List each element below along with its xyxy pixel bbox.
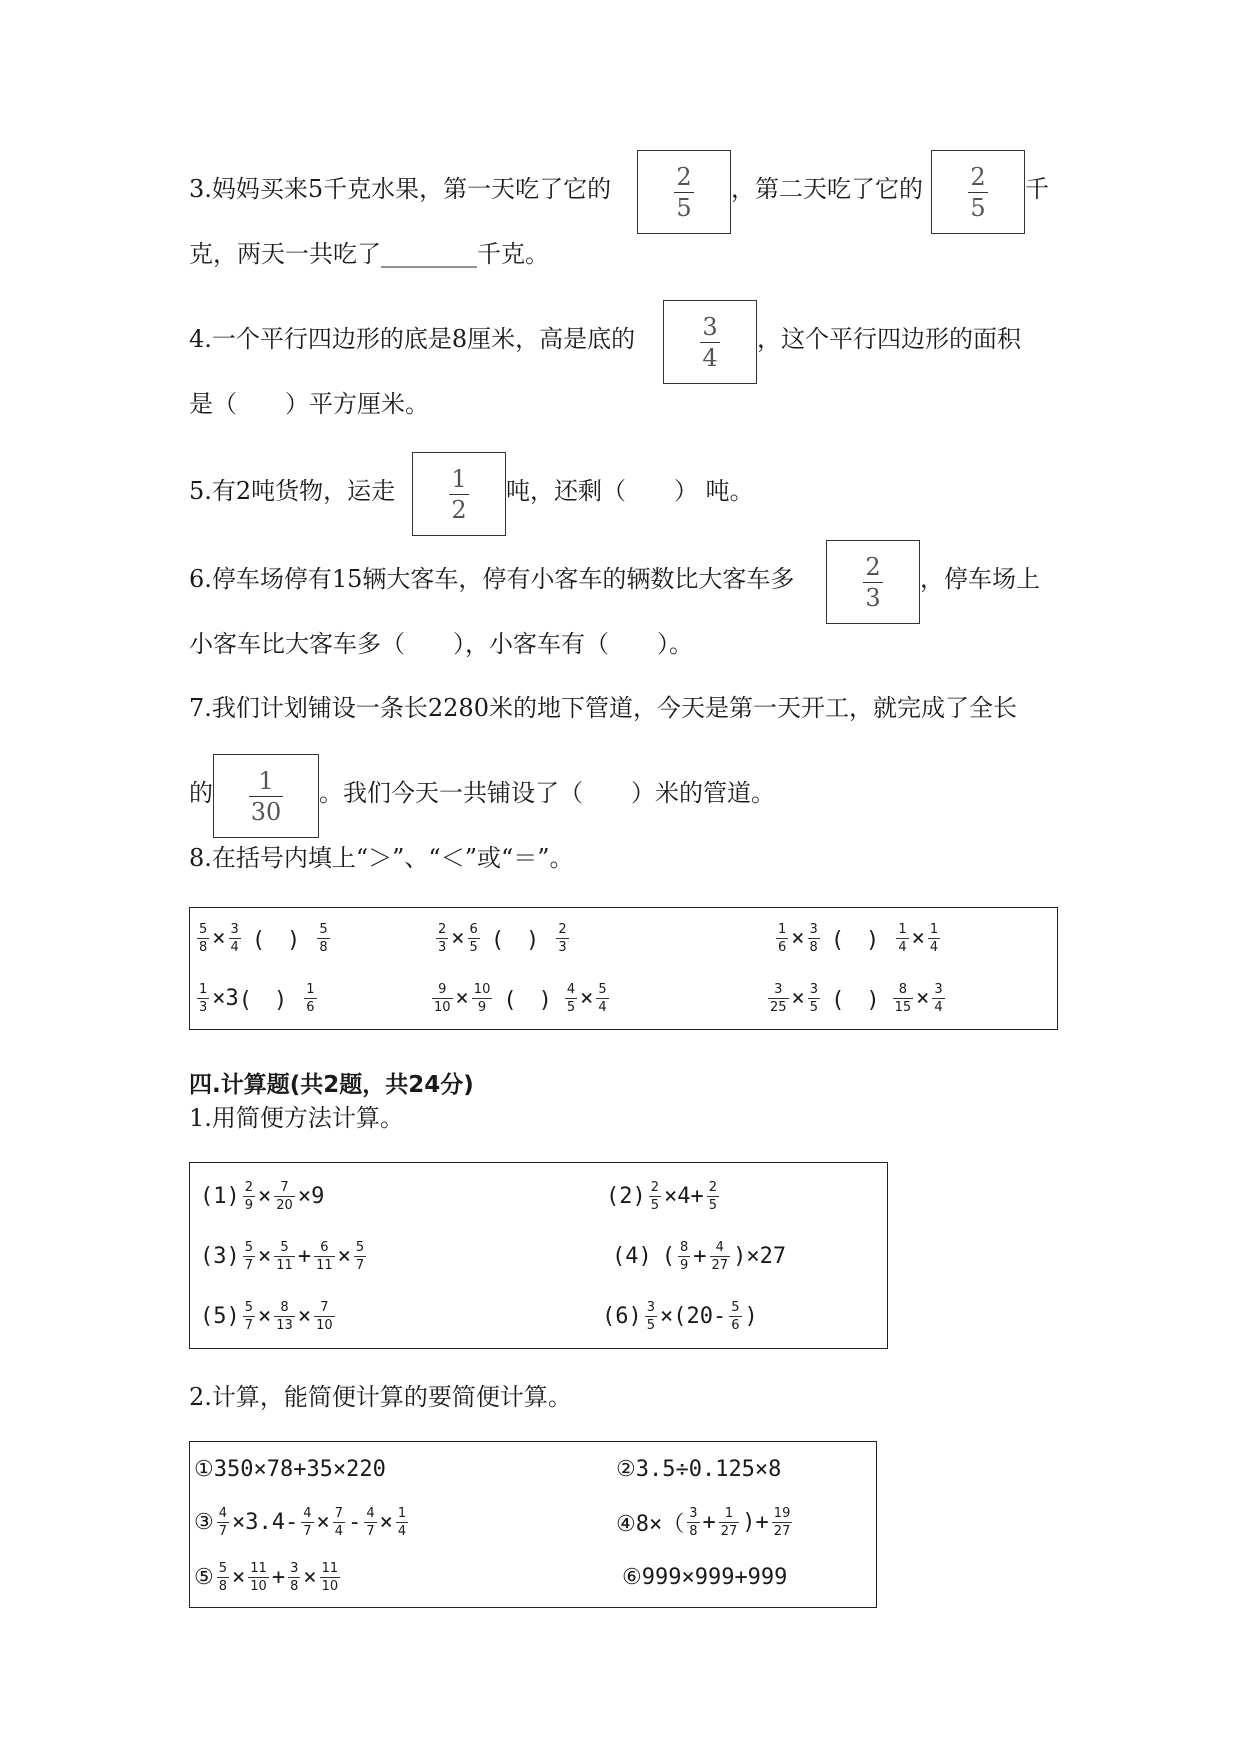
fraction-numerator: 11 [321,1560,339,1576]
fraction-numerator: 4 [715,1239,724,1255]
q3-text-c: 千 [1025,175,1049,203]
q3-line2: 克，两天一共吃了________千克。 [189,240,549,268]
problem-label: ⑤ [194,1564,214,1590]
fraction-numerator: 2 [650,1179,660,1195]
q6-text-b: ，停车场上 [920,565,1040,593]
expression-tail: ×9 [297,1183,325,1209]
fraction-denominator: 25 [770,999,787,1015]
fraction-denominator: 7 [355,1257,365,1273]
calc1-table [189,1162,888,1349]
fraction-numerator: 2 [865,552,881,581]
q3-text-b: ，第二天吃了它的 [731,175,923,203]
expression-tail: ) [744,1303,758,1329]
q8-compare-table [189,907,1058,1030]
calc2-problem-4: ④8×（ $\frac{3}{8}$ + $\frac{1}{27}$ )+ $\frac{19}{27}$ [616,1505,791,1539]
expression-middle: ×4+ [664,1183,704,1209]
fraction-numerator: 7 [334,1505,344,1521]
fraction-denominator: 8 [290,1578,299,1594]
q7-text-b: 的 [189,779,213,807]
fraction-numerator: 4 [566,981,576,997]
answer-paren[interactable]: ( ) [490,927,540,953]
problem-label: (6) [602,1303,642,1329]
fraction-denominator: 5 [566,999,576,1015]
fraction-numerator: 1 [898,921,907,937]
q8-item-r1c3 [773,914,943,962]
fraction-denominator: 20 [276,1197,293,1213]
fraction-denominator: 7 [218,1523,228,1539]
fraction-numerator: 1 [929,921,939,937]
times-sign: × [580,985,594,1011]
fraction-numerator: 2 [970,162,986,191]
q6-fraction-box [826,540,920,624]
fraction-denominator: 4 [898,939,907,955]
fraction-denominator: 8 [809,939,818,955]
times-sign: × [258,1303,272,1329]
fraction-denominator: 11 [316,1257,333,1273]
fraction-denominator: 10 [434,999,451,1015]
fraction-denominator: 5 [970,193,986,222]
calc1-problem-3: (3) $\frac{5}{7}$ × $\frac{5}{11}$ + $\frac{6}{11}$ × $\frac{5}{7}$ [200,1239,365,1273]
fraction-numerator: 8 [680,1239,689,1255]
calc1-instruction: 1.用简便方法计算。 [189,1104,404,1132]
answer-paren[interactable]: ( ) [503,987,552,1013]
fraction-numerator: 5 [199,921,208,937]
fraction-denominator: 4 [934,999,943,1015]
calc1-problem-6 [602,1291,758,1341]
section-heading: 四.计算题(共2题，共24分) [189,1072,474,1098]
fraction-denominator: 3 [438,939,447,955]
q8-item-r2c2 [429,974,612,1022]
fraction-denominator: 30 [250,797,282,826]
fraction-numerator: 8 [280,1299,289,1315]
calc2-problem-3 [194,1497,411,1547]
fraction-denominator: 3 [865,583,881,612]
calc1-problem-1 [200,1171,324,1221]
expression-middle: ×3.4- [232,1509,299,1535]
fraction-numerator: 1 [397,1505,407,1521]
problem-label: (5) [200,1303,240,1329]
times-sign: × [379,1509,393,1535]
fraction-numerator: 9 [438,981,447,997]
fraction-numerator: 7 [280,1179,289,1195]
fraction-denominator: 3 [558,939,567,955]
fraction-numerator: 3 [809,981,819,997]
times-sign: × [212,925,226,951]
q8-item-r1c1 [194,914,333,962]
fraction-denominator: 7 [244,1257,254,1273]
fraction-denominator: 5 [809,999,819,1015]
fraction-numerator: 2 [244,1179,254,1195]
fraction-numerator: 4 [303,1505,312,1521]
fraction-denominator: 9 [680,1257,689,1273]
fraction-numerator: 2 [438,921,447,937]
fraction-numerator: 6 [469,921,478,937]
fraction-numerator: 3 [774,981,783,997]
fraction-numerator: 5 [244,1299,254,1315]
calc1-problem-5 [200,1291,338,1341]
calc2-table [189,1441,877,1608]
fraction-numerator: 10 [473,981,491,997]
q8-item-r1c2 [433,914,572,962]
fraction-numerator: 5 [280,1239,289,1255]
fraction-numerator: 5 [355,1239,365,1255]
fraction-numerator: 8 [898,981,907,997]
fraction-numerator: 1 [451,464,467,493]
q7-text-c: 。我们今天一共铺设了（ ）米的管道。 [319,779,775,807]
times-sign: × [337,1243,351,1269]
q4-fraction-box [663,300,757,384]
problem-label: (1) [200,1183,240,1209]
expression-tail: )×27 [733,1243,787,1269]
fraction-numerator: 5 [244,1239,254,1255]
fraction-numerator: 2 [676,162,692,191]
fraction-numerator: 2 [558,921,567,937]
times-sign: × [451,925,465,951]
answer-paren[interactable]: ( ) [830,927,880,953]
times-sign: × [791,925,805,951]
q3-fraction-box-2 [931,150,1025,234]
q6-text-a: 6.停车场停有15辆大客车，停有小客车的辆数比大客车多 [189,565,795,593]
fraction-numerator: 3 [702,312,718,341]
q3-line1 [189,172,611,206]
fraction-denominator: 9 [244,1197,254,1213]
times-sign: × [791,985,805,1011]
fraction-denominator: 4 [929,939,939,955]
problem-label: ③ [194,1509,214,1535]
fraction-denominator: 7 [244,1317,254,1333]
fraction-denominator: 5 [708,1197,718,1213]
times-sign: × [303,1564,317,1590]
q4-line1 [189,322,635,356]
fraction-denominator: 8 [218,1578,228,1594]
fraction-numerator: 4 [218,1505,228,1521]
fraction-denominator: 10 [250,1578,267,1594]
fraction-denominator: 4 [397,1523,407,1539]
fraction-numerator: 5 [218,1560,228,1576]
answer-paren[interactable]: ( ) [831,987,880,1013]
fraction-denominator: 10 [316,1317,333,1333]
fraction-numerator: 1 [778,921,787,937]
calc2-problem-6: ⑥999×999+999 [622,1564,788,1590]
fraction-denominator: 6 [731,1317,740,1333]
fraction-numerator: 3 [646,1299,656,1315]
times-sign: × [316,1509,330,1535]
problem-label: (4) [612,1243,652,1269]
fraction-denominator: 27 [773,1523,791,1539]
fraction-denominator: 27 [720,1523,738,1539]
fraction-denominator: 13 [276,1317,293,1333]
q7-line1: 7.我们计划铺设一条长2280米的地下管道，今天是第一天开工，就完成了全长 [189,694,1017,722]
minus-sign: - [348,1509,362,1535]
fraction-numerator: 3 [934,981,943,997]
calc2-instruction: 2.计算，能简便计算的要简便计算。 [189,1383,572,1411]
calc1-problem-2 [606,1171,722,1221]
fraction-denominator: 6 [306,999,315,1015]
answer-paren[interactable]: ( ) [251,927,301,953]
fraction-numerator: 1 [258,766,274,795]
times-sign: × [916,985,930,1011]
fraction-denominator: 8 [199,939,208,955]
q8-item-r2c3 [765,974,948,1022]
q4-text-a: 4.一个平行四边形的底是8厘米，高是底的 [189,325,636,353]
q5-line1 [189,474,395,508]
fraction-numerator: 1 [199,981,208,997]
fraction-denominator: 5 [676,193,692,222]
calc1-problem-4: (4) ( $\frac{8}{9}$ + $\frac{4}{27}$ )×27 [612,1239,787,1273]
q6-line2: 小客车比大客车多（ ），小客车有（ ）。 [189,630,693,658]
q4-text-b: ，这个平行四边形的面积 [757,325,1021,353]
q5-text-b: 吨，还剩（ ） 吨。 [506,477,754,505]
problem-label: (3) [200,1243,240,1269]
fraction-denominator: 9 [477,999,487,1015]
fraction-denominator: 8 [689,1523,698,1539]
fraction-numerator: 3 [809,921,818,937]
fraction-denominator: 8 [319,939,328,955]
fraction-denominator: 3 [199,999,208,1015]
fraction-numerator: 5 [319,921,328,937]
q4-line2: 是（ ）平方厘米。 [189,390,429,418]
calc2-problem-2: ②3.5÷0.125×8 [616,1456,782,1482]
q6-line1 [189,562,794,596]
fraction-denominator: 5 [650,1197,660,1213]
times-sign: × [455,985,469,1011]
fraction-numerator: 3 [230,921,239,937]
problem-label: ④8×（ [616,1511,685,1537]
fraction-denominator: 4 [598,999,607,1015]
q8-instruction: 8.在括号内填上“＞”、“＜”或“＝”。 [189,844,574,872]
fraction-numerator: 4 [366,1505,375,1521]
fraction-numerator: 7 [320,1299,329,1315]
times-sign: × [258,1183,272,1209]
fraction-denominator: 2 [451,495,467,524]
fraction-denominator: 10 [321,1578,339,1594]
times-sign: × [911,925,925,951]
fraction-numerator: 5 [731,1299,740,1315]
problem-label: (2) [606,1183,646,1209]
calc2-problem-5: ⑤ $\frac{5}{8}$ × $\frac{11}{10}$ + $\frac{3}{8}$ × $\frac{11}{10}$ [194,1560,339,1594]
times-three: ×3 [212,985,239,1011]
fraction-denominator: 7 [366,1523,375,1539]
calc2-problem-1: ①350×78+35×220 [194,1456,386,1482]
q3-fraction-box-1 [637,150,731,234]
fraction-numerator: 3 [290,1560,299,1576]
fraction-denominator: 11 [276,1257,293,1273]
fraction-numerator: 1 [724,1505,734,1521]
q5-text-a: 5.有2吨货物，运走 [189,477,396,505]
fraction-numerator: 3 [689,1505,698,1521]
fraction-denominator: 6 [778,939,787,955]
times-sign: × [232,1564,246,1590]
q3-text-a: 3.妈妈买来5千克水果，第一天吃了它的 [189,175,612,203]
times-sign: × [297,1303,312,1329]
fraction-denominator: 5 [646,1317,656,1333]
fraction-numerator: 5 [598,981,607,997]
q5-fraction-box [412,452,506,536]
fraction-denominator: 7 [303,1523,312,1539]
open-paren: ( [661,1243,675,1269]
answer-paren[interactable]: ( ) [238,987,288,1013]
fraction-numerator: 11 [250,1560,267,1576]
fraction-denominator: 4 [702,343,718,372]
q8-item-r2c1 [194,974,320,1022]
expression-middle: )+ [742,1509,769,1535]
fraction-numerator: 1 [306,981,315,997]
expression-middle: ×(20- [660,1303,727,1329]
fraction-numerator: 19 [773,1505,791,1521]
fraction-numerator: 6 [320,1239,329,1255]
fraction-denominator: 4 [334,1523,344,1539]
fraction-numerator: 2 [708,1179,718,1195]
fraction-denominator: 4 [230,939,239,955]
q7-fraction-box [213,754,319,838]
fraction-denominator: 27 [711,1257,729,1273]
fraction-denominator: 15 [894,999,912,1015]
fraction-denominator: 5 [469,939,478,955]
times-sign: × [258,1243,272,1269]
